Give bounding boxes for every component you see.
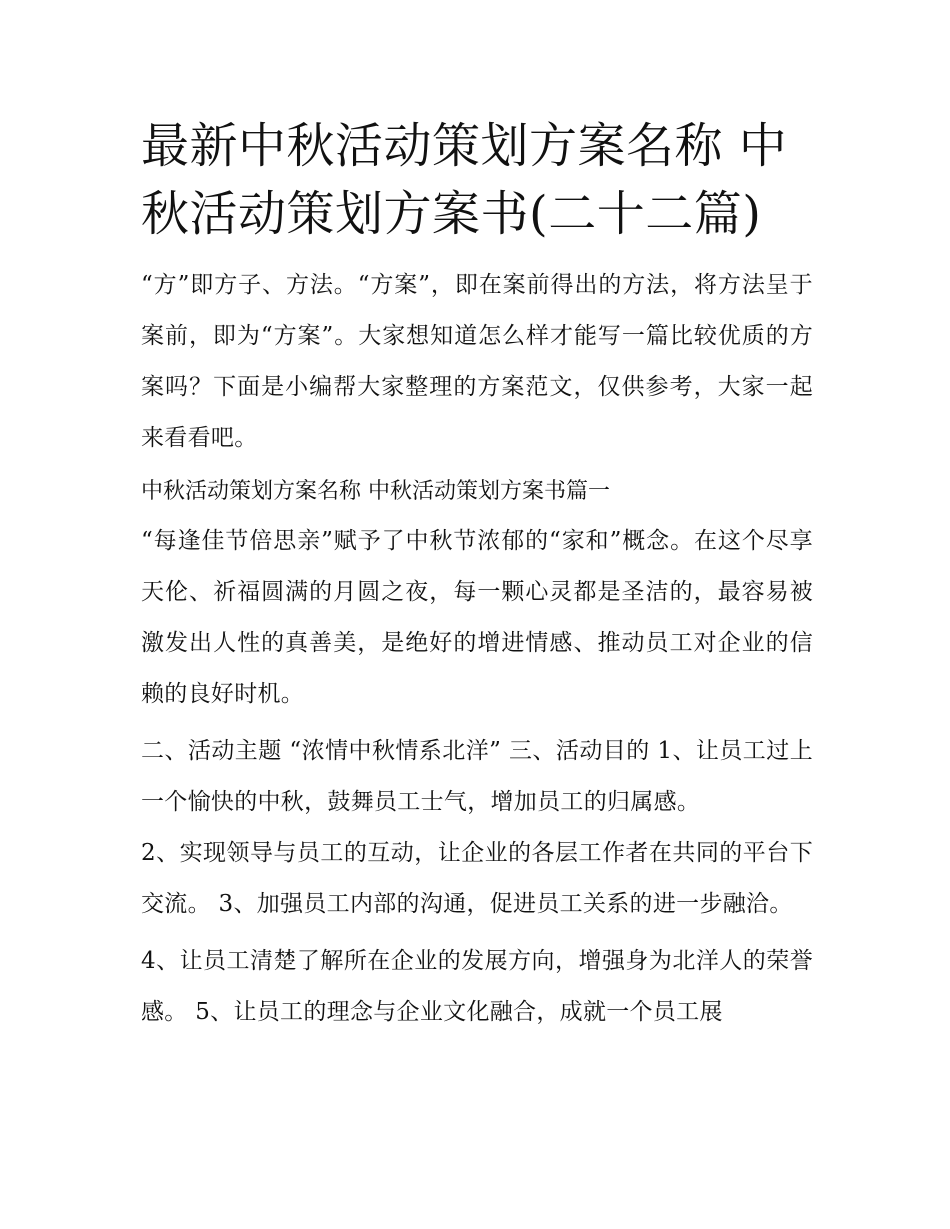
body-paragraph-4: 4、让员工清楚了解所在企业的发展方向，增强身为北洋人的荣誉感。 5、让员工的理念与企业文化融合，成就一个员工展 [141, 948, 813, 1025]
intro-paragraph: “方”即方子、方法。“方案”，即在案前得出的方法，将方法呈于案前，即为“方案”。大家想知道怎么样才能写一篇比较优质的方案吗？下面是小编帮大家整理的方案范文，仅供参考，大家一起来看看吧。 [141, 272, 813, 451]
body-paragraph-3: 2、实现领导与员工的互动，让企业的各层工作者在共同的平台下交流。 3、加强员工内部的沟通，促进员工关系的进一步融洽。 [141, 840, 813, 917]
body-paragraph-1: “每逢佳节倍思亲”赋予了中秋节浓郁的“家和”概念。在这个尽享天伦、祈福圆满的月圆之夜，每一颗心灵都是圣洁的，最容易被激发出人性的真善美，是绝好的增进情感、推动员工对企业的信赖的良好时机。 [141, 528, 813, 707]
document-body [141, 112, 813, 1038]
section-heading: 中秋活动策划方案名称 中秋活动策划方案书篇一 [141, 479, 610, 504]
document-title: 最新中秋活动策划方案名称 中秋活动策划方案书(二十二篇) [141, 118, 788, 242]
body-paragraph-2: 二、活动主题 “浓情中秋情系北洋” 三、活动目的 1、让员工过上一个愉快的中秋，鼓舞员工士气，增加员工的归属感。 [141, 738, 813, 815]
